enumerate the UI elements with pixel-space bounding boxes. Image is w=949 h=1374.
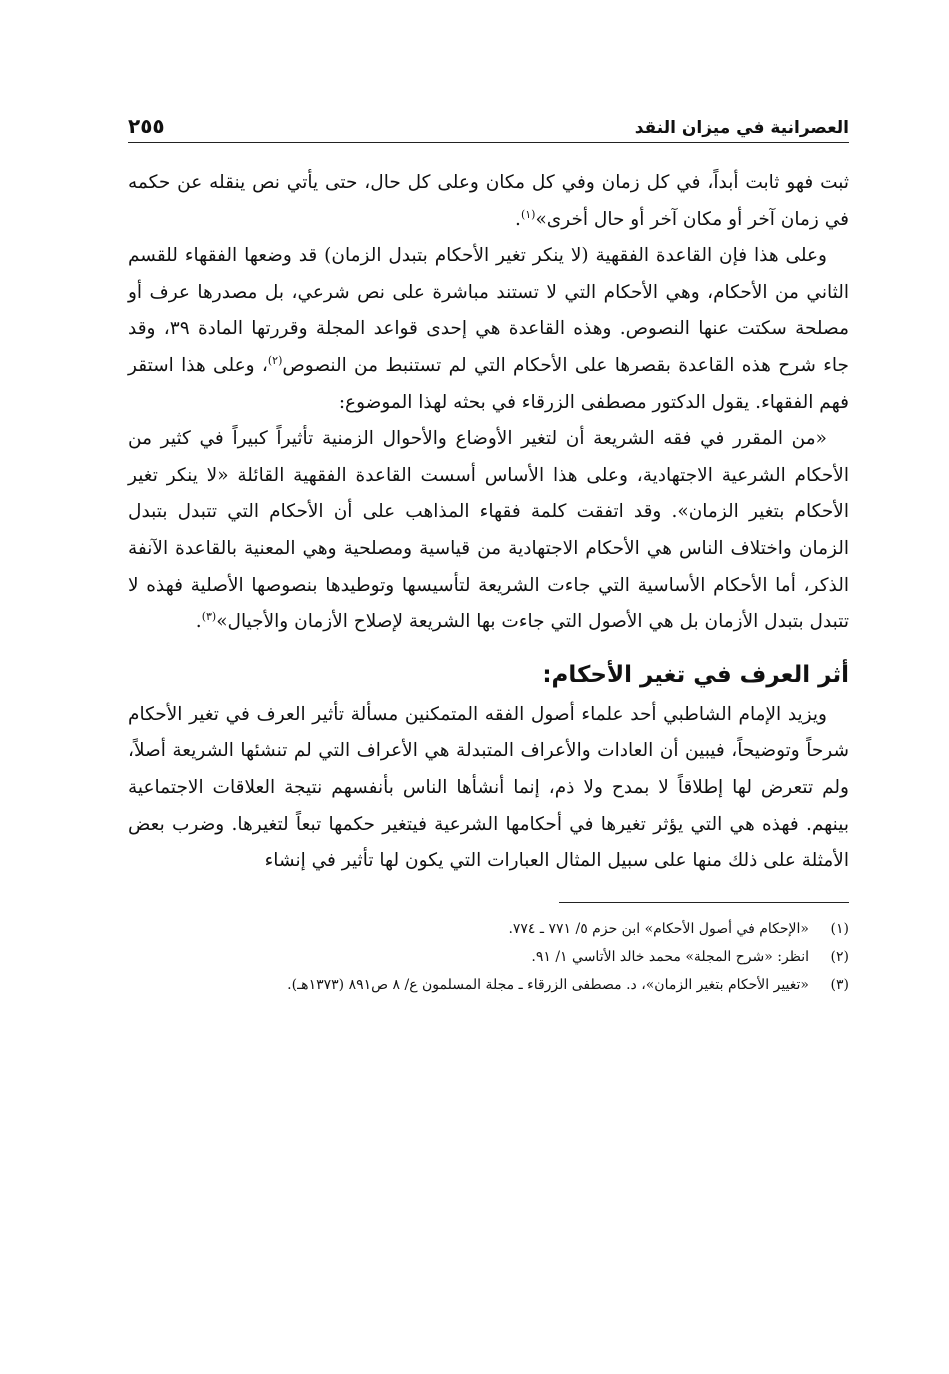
footnote-text: انظر: «شرح المجلة» محمد خالد الأتاسي ١/ ٩١.: [531, 948, 809, 965]
footnote-item: [128, 943, 849, 971]
footnote-text: «تغيير الأحكام بتغير الزمان»، د. مصطفى الزرقاء ـ مجلة المسلمون ع/ ٨ ص٨٩١ (١٣٧٣هـ).: [287, 976, 809, 993]
footnote-text: «الإحكام في أصول الأحكام» ابن حزم ٥/ ٧٧١ ـ ٧٧٤.: [508, 920, 809, 937]
paragraph-4: ويزيد الإمام الشاطبي أحد علماء أصول الفقه المتمكنين مسألة تأثير العرف في تغير الأحكام شرحاً وتوضيحاً، فيبين أن العادات والأعراف المتبدلة هي الأعراف التي لم تنشئها الشريعة أصلاً، ولم تتعرض لها إطلاقاً لا بمدح ولا ذم، إنما أنشأها الناس بأنفسهم نتيجة العلاقات الاجتماعية بينهم. فهذه هي التي يؤثر تغيرها في أحكامها الشرعية فيتغير حكمها تبعاً لتغيرها. وضرب بعض الأمثلة على ذلك منها على سبيل المثال العبارات التي يكون لها تأثير في إنشاء: [128, 703, 849, 872]
footnote-item: [128, 971, 849, 999]
footnote-item: [128, 915, 849, 943]
footnote-number: (٢): [830, 948, 849, 965]
quotation-end: .: [195, 611, 202, 633]
paragraph-1-text: ثبت فهو ثابت أبداً، في كل زمان وفي كل مكان وعلى كل حال، حتى يأتي نص ينقله عن حكمه في زمان آخر أو مكان آخر أو حال أخرى»: [128, 172, 849, 230]
paragraph-2-end: ، وعلى هذا استقر فهم الفقهاء. يقول الدكتور مصطفى الزرقاء في بحثه لهذا الموضوع:: [128, 354, 849, 413]
footnote-ref-2: (٢): [267, 353, 283, 367]
quotation-text: «من المقرر في فقه الشريعة أن لتغير الأوضاع والأحوال الزمنية تأثيراً كبيراً في كثير من الأحكام الشرعية الاجتهادية، وعلى هذا الأساس أسست القاعدة الفقهية القائلة «لا ينكر تغير الأحكام بتغير الزمان». وقد اتفقت كلمة فقهاء المذاهب على أن الأحكام التي تتبدل بتبدل الزمان واختلاف الناس هي الأحكام الاجتهادية من قياسية ومصلحية وهي المعنية بالقاعدة الآنفة الذكر، أما الأحكام الأساسية التي جاءت الشريعة لتأسيسها وتوطيدها بنصوصها الأصلية فهذه لا تتبدل بتبدل الأزمان بل هي الأصول التي جاءت بها الشريعة لإصلاح الأزمان والأجيال»: [128, 428, 849, 633]
footnotes: [128, 915, 849, 999]
footnote-ref-1: (١): [520, 207, 536, 221]
section-heading: أثر العرف في تغير الأحكام:: [542, 661, 849, 688]
page-number: ٢٥٥: [128, 114, 165, 138]
footnote-divider: [559, 902, 849, 903]
quotation-paragraph: [128, 421, 849, 641]
paragraph-1-end: .: [515, 208, 521, 230]
main-text: [128, 165, 849, 880]
footnote-number: (٣): [830, 976, 849, 993]
paragraph-2-text: وعلى هذا فإن القاعدة الفقهية (لا ينكر تغير الأحكام بتبدل الزمان) قد وضعها الفقهاء للقسم الثاني من الأحكام، وهي الأحكام التي لا تستند مباشرة على نص شرعي، بل مصدرها عرف أو مصلحة سكتت عنها النصوص. وهذه القاعدة هي إحدى قواعد المجلة وقررتها المادة ٣٩، وقد جاء شرح هذه القاعدة بقصرها على الأحكام التي لم تستنبط من النصوص: [128, 245, 850, 376]
page-header: [128, 98, 849, 143]
paragraph-1: [128, 165, 849, 238]
running-title: العصرانية في ميزان النقد: [634, 118, 849, 138]
book-page: [128, 98, 849, 1334]
paragraph-2: [128, 238, 849, 421]
footnote-number: (١): [830, 920, 849, 937]
footnote-ref-3: (٣): [201, 609, 217, 623]
